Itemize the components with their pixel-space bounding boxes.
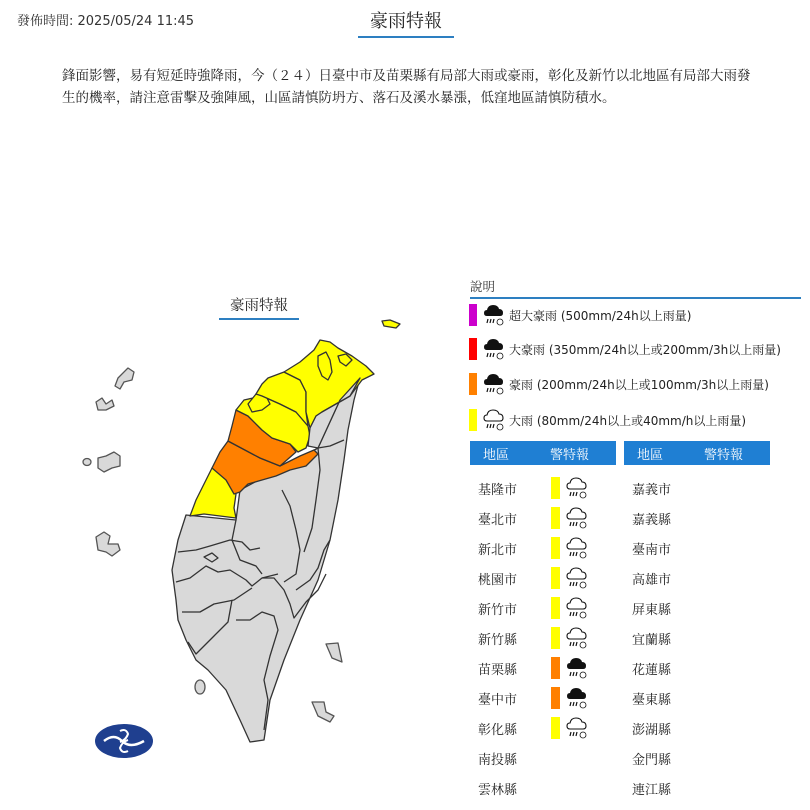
region-name: 桃園市 xyxy=(478,572,518,588)
table-row[interactable] xyxy=(632,686,772,710)
region-name: 基隆市 xyxy=(478,482,518,498)
region-name: 花蓮縣 xyxy=(632,662,672,678)
table-row[interactable] xyxy=(632,626,772,650)
cloud-rain-outline-icon xyxy=(564,536,588,560)
cloud-rain-filled-icon xyxy=(483,337,505,361)
region-name: 南投縣 xyxy=(478,752,518,768)
cloud-rain-filled-icon xyxy=(564,656,588,680)
legend-swatch xyxy=(469,373,477,395)
cloud-rain-outline-icon xyxy=(483,408,505,432)
region-name: 新北市 xyxy=(478,542,518,558)
region-name: 嘉義市 xyxy=(632,482,672,498)
table-row[interactable] xyxy=(478,596,618,620)
page-title: 豪雨特報 xyxy=(358,11,454,38)
region-name: 苗栗縣 xyxy=(478,662,518,678)
column-header-warning: 警特報 xyxy=(550,447,590,463)
table-row[interactable] xyxy=(478,686,618,710)
region-name: 臺中市 xyxy=(478,692,518,708)
map-region-lanyu[interactable] xyxy=(312,702,334,722)
warning-description: 鋒面影響，易有短延時強降雨，今（２４）日臺中市及苗栗縣有局部大雨或豪雨，彰化及新竹以北地區有局部大雨發生的機率，請注意雷擊及強陣風，山區請慎防坍方、落石及溪水暴漲，低窪地區請慎防積水。 xyxy=(62,68,751,106)
region-name: 雲林縣 xyxy=(478,782,518,798)
region-name: 彰化縣 xyxy=(478,722,518,738)
map-region-penghu[interactable] xyxy=(115,368,134,389)
map-title: 豪雨特報 xyxy=(219,296,299,320)
cloud-rain-outline-icon xyxy=(564,716,588,740)
legend-title: 說明 xyxy=(470,279,801,299)
table-row[interactable] xyxy=(632,776,772,800)
table-row[interactable] xyxy=(632,536,772,560)
column-header-warning: 警特報 xyxy=(704,447,744,463)
legend-label: 大豪雨 (350mm/24h以上或200mm/3h以上雨量) xyxy=(509,342,781,357)
map-region-penghu[interactable] xyxy=(98,452,120,472)
region-name: 高雄市 xyxy=(632,572,672,588)
legend-label: 超大豪雨 (500mm/24h以上雨量) xyxy=(509,308,692,323)
table-row[interactable] xyxy=(632,746,772,770)
table-row[interactable] xyxy=(632,476,772,500)
warning-swatch xyxy=(551,627,560,649)
warning-swatch xyxy=(551,567,560,589)
table-row[interactable] xyxy=(478,776,618,800)
table-header-left xyxy=(470,441,616,465)
region-name: 連江縣 xyxy=(632,782,672,798)
table-row[interactable] xyxy=(478,566,618,590)
region-name: 金門縣 xyxy=(632,752,672,768)
table-row[interactable] xyxy=(632,566,772,590)
warning-swatch xyxy=(551,687,560,709)
region-name: 屏東縣 xyxy=(632,602,672,618)
map-region-penghu[interactable] xyxy=(96,532,120,556)
cloud-rain-outline-icon xyxy=(564,596,588,620)
region-name: 新竹市 xyxy=(478,602,518,618)
region-name: 嘉義縣 xyxy=(632,512,672,528)
legend-item-extremely-torrential xyxy=(469,303,691,327)
legend-item-extremely-heavy xyxy=(469,372,769,396)
legend-item-torrential xyxy=(469,337,781,361)
column-header-region: 地區 xyxy=(483,447,510,463)
cloud-rain-filled-icon xyxy=(483,303,505,327)
warning-swatch xyxy=(551,717,560,739)
legend-swatch xyxy=(469,338,477,360)
cloud-rain-outline-icon xyxy=(564,626,588,650)
warning-swatch xyxy=(551,537,560,559)
legend-swatch xyxy=(469,304,477,326)
table-row[interactable] xyxy=(632,656,772,680)
map-region-liuqiu[interactable] xyxy=(195,680,205,694)
warning-swatch xyxy=(551,597,560,619)
map-region-pengjia[interactable] xyxy=(382,320,400,328)
table-row[interactable] xyxy=(478,536,618,560)
table-row[interactable] xyxy=(632,716,772,740)
column-header-region: 地區 xyxy=(637,447,664,463)
legend-item-heavy xyxy=(469,408,746,432)
warning-swatch xyxy=(551,507,560,529)
legend-label: 大雨 (80mm/24h以上或40mm/h以上雨量) xyxy=(509,413,747,428)
region-name: 臺東縣 xyxy=(632,692,672,708)
table-row[interactable] xyxy=(632,596,772,620)
table-row[interactable] xyxy=(478,656,618,680)
warning-swatch xyxy=(551,657,560,679)
warning-swatch xyxy=(551,477,560,499)
map-region-lanyu[interactable] xyxy=(326,643,342,662)
table-row[interactable] xyxy=(632,506,772,530)
cwa-logo xyxy=(95,724,153,758)
map-region-penghu[interactable] xyxy=(83,459,91,466)
cloud-rain-outline-icon xyxy=(564,566,588,590)
map-region-penghu[interactable] xyxy=(96,398,114,410)
region-name: 臺南市 xyxy=(632,542,672,558)
region-name: 新竹縣 xyxy=(478,632,518,648)
legend-swatch xyxy=(469,409,477,431)
cloud-rain-outline-icon xyxy=(564,506,588,530)
table-row[interactable] xyxy=(478,506,618,530)
table-row[interactable] xyxy=(478,716,618,740)
region-name: 宜蘭縣 xyxy=(632,632,672,648)
table-header-right xyxy=(624,441,770,465)
issue-time: 發佈時間: 2025/05/24 11:45 xyxy=(17,14,195,29)
region-name: 澎湖縣 xyxy=(632,722,672,738)
cloud-rain-outline-icon xyxy=(564,476,588,500)
cloud-rain-filled-icon xyxy=(564,686,588,710)
table-row[interactable] xyxy=(478,626,618,650)
region-name: 臺北市 xyxy=(478,512,518,528)
cloud-rain-filled-icon xyxy=(483,372,505,396)
legend-label: 豪雨 (200mm/24h以上或100mm/3h以上雨量) xyxy=(509,377,769,392)
table-row[interactable] xyxy=(478,746,618,770)
table-row[interactable] xyxy=(478,476,618,500)
